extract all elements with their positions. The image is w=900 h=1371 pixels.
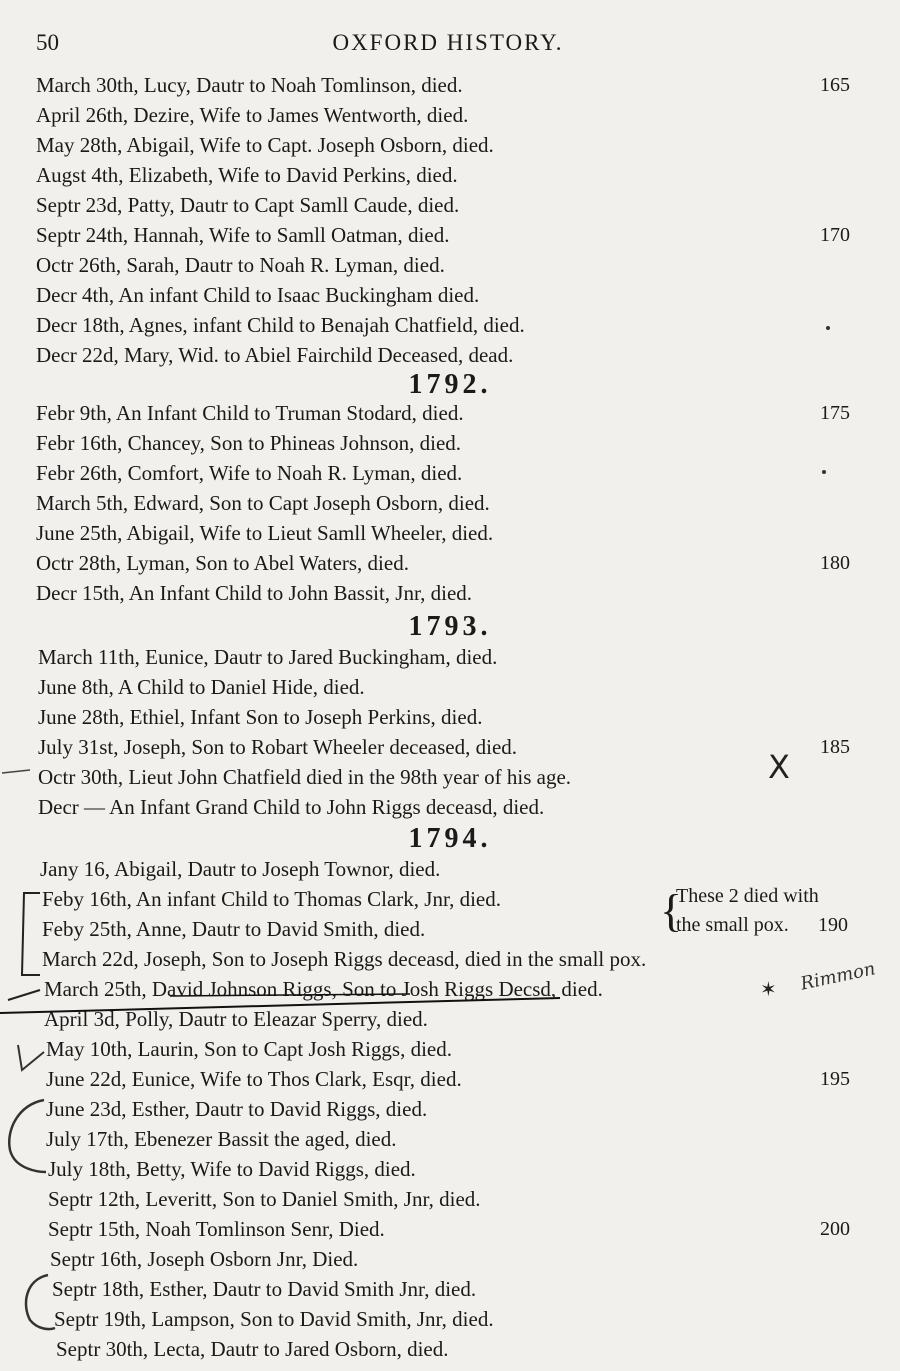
entry-text: July 17th, Ebenezer Bassit the aged, died. (46, 1127, 397, 1151)
entry-line (0, 310, 900, 340)
entry-text: Septr 12th, Leveritt, Son to Daniel Smith, Jnr, died. (48, 1187, 481, 1211)
entry-text: Septr 19th, Lampson, Son to David Smith, Jnr, died. (54, 1307, 494, 1331)
entry-line (0, 130, 900, 160)
year-heading: 1794. (408, 823, 492, 854)
entry-line (0, 1154, 900, 1184)
entry-line (0, 762, 900, 792)
entry-line (0, 1334, 900, 1364)
entry-line (0, 280, 900, 310)
note-line-2: the small pox. (676, 914, 789, 936)
entry-line (0, 1094, 900, 1124)
page-number: 50 (36, 30, 59, 55)
entry-line (0, 518, 900, 548)
entry-text: Septr 30th, Lecta, Dautr to Jared Osborn, died. (56, 1337, 449, 1361)
year-heading: 1793. (408, 611, 492, 642)
entry-line (0, 792, 900, 822)
entry-text: Febr 26th, Comfort, Wife to Noah R. Lyman, died. (36, 461, 463, 485)
entry-line (0, 100, 900, 130)
entry-text: Febr 9th, An Infant Child to Truman Stodard, died. (36, 401, 464, 425)
note-line-1: These 2 died with (676, 885, 819, 907)
entry-line (0, 1304, 900, 1334)
page-title: OXFORD HISTORY. (332, 30, 564, 55)
entry-text: Octr 28th, Lyman, Son to Abel Waters, died. (36, 551, 409, 575)
entry-text: Septr 24th, Hannah, Wife to Samll Oatman, died. (36, 223, 450, 247)
entry-line (0, 458, 900, 488)
entry-text: May 28th, Abigail, Wife to Capt. Joseph Osborn, died. (36, 133, 494, 157)
entry-count: 195 (820, 1068, 850, 1090)
entry-text: Feby 25th, Anne, Dautr to David Smith, died. (42, 917, 426, 941)
entry-count: 185 (820, 736, 850, 758)
entry-text: Decr 4th, An infant Child to Isaac Buckingham died. (36, 283, 480, 307)
entry-text: Septr 18th, Esther, Dautr to David Smith Jnr, died. (52, 1277, 477, 1301)
speck (822, 470, 826, 474)
entry-line (0, 190, 900, 220)
entry-line (0, 1244, 900, 1274)
entry-text: Decr — An Infant Grand Child to John Riggs deceasd, died. (38, 795, 545, 819)
entry-count: 175 (820, 402, 850, 424)
entry-line (0, 642, 900, 672)
entry-line (0, 854, 900, 884)
entry-text: June 23d, Esther, Dautr to David Riggs, died. (46, 1097, 428, 1121)
entry-text: July 31st, Joseph, Son to Robart Wheeler deceased, died. (38, 735, 518, 759)
page-header (36, 30, 860, 60)
entry-line (0, 1274, 900, 1304)
entry-count: 170 (820, 224, 850, 246)
star-icon: ✶ (760, 977, 777, 1001)
entry-count: 165 (820, 74, 850, 96)
speck (826, 326, 830, 330)
entry-text: July 18th, Betty, Wife to David Riggs, died. (48, 1157, 416, 1181)
entry-count: 180 (820, 552, 850, 574)
entry-line (0, 1004, 900, 1034)
entry-line (0, 702, 900, 732)
entry-line (0, 974, 900, 1004)
entry-count: 200 (820, 1218, 850, 1240)
entry-line (0, 1214, 900, 1244)
brace-icon: { (660, 885, 683, 936)
entry-line (0, 1064, 900, 1094)
entry-line (0, 340, 900, 370)
entry-text: Decr 22d, Mary, Wid. to Abiel Fairchild Deceased, dead. (36, 343, 514, 367)
handwritten-note: Rimmon (798, 958, 878, 995)
entry-line (0, 732, 900, 762)
entry-text: Septr 15th, Noah Tomlinson Senr, Died. (48, 1217, 385, 1241)
entry-text: June 8th, A Child to Daniel Hide, died. (38, 675, 365, 699)
entry-line (0, 548, 900, 578)
year-heading: 1792. (408, 369, 492, 400)
entry-text: May 10th, Laurin, Son to Capt Josh Riggs, died. (46, 1037, 452, 1061)
entry-text: March 11th, Eunice, Dautr to Jared Buckingham, died. (38, 645, 498, 669)
entry-text: June 25th, Abigail, Wife to Lieut Samll Wheeler, died. (36, 521, 494, 545)
entry-text: Octr 30th, Lieut John Chatfield died in the 98th year of his age. (38, 765, 572, 789)
entry-text: March 25th, David Johnson Riggs, Son to Josh Riggs Decsd, died. (44, 977, 603, 1001)
entry-text: Octr 26th, Sarah, Dautr to Noah R. Lyman, died. (36, 253, 445, 277)
entry-line (0, 250, 900, 280)
entry-line (0, 220, 900, 250)
entry-line (0, 1034, 900, 1064)
entry-line (0, 672, 900, 702)
entry-text: Augst 4th, Elizabeth, Wife to David Perkins, died. (36, 163, 458, 187)
small-pox-note (660, 882, 880, 942)
entry-line (0, 1124, 900, 1154)
entry-text: March 22d, Joseph, Son to Joseph Riggs deceasd, died in the small pox. (42, 947, 647, 971)
entry-line (0, 1184, 900, 1214)
entry-text: June 28th, Ethiel, Infant Son to Joseph Perkins, died. (38, 705, 483, 729)
entry-text: Decr 15th, An Infant Child to John Bassit, Jnr, died. (36, 581, 473, 605)
x-mark: X (768, 748, 790, 786)
entry-text: Febr 16th, Chancey, Son to Phineas Johnson, died. (36, 431, 462, 455)
entry-text: Septr 23d, Patty, Dautr to Capt Samll Caude, died. (36, 193, 460, 217)
entry-text: Jany 16, Abigail, Dautr to Joseph Townor, died. (40, 857, 441, 881)
entry-text: March 30th, Lucy, Dautr to Noah Tomlinson, died. (36, 73, 463, 97)
entry-text: Decr 18th, Agnes, infant Child to Benajah Chatfield, died. (36, 313, 525, 337)
entry-line (0, 398, 900, 428)
entry-line (0, 70, 900, 100)
entry-text: June 22d, Eunice, Wife to Thos Clark, Esqr, died. (46, 1067, 462, 1091)
entry-text: April 26th, Dezire, Wife to James Wentworth, died. (36, 103, 469, 127)
entry-text: April 3d, Polly, Dautr to Eleazar Sperry, died. (44, 1007, 428, 1031)
entry-line (0, 488, 900, 518)
entry-text: March 5th, Edward, Son to Capt Joseph Osborn, died. (36, 491, 490, 515)
entry-line (0, 578, 900, 608)
entry-text: Septr 16th, Joseph Osborn Jnr, Died. (50, 1247, 359, 1271)
entry-text: Feby 16th, An infant Child to Thomas Clark, Jnr, died. (42, 887, 501, 911)
entry-line (0, 944, 900, 974)
entry-line (0, 428, 900, 458)
note-count: 190 (818, 914, 848, 936)
entry-line (0, 160, 900, 190)
